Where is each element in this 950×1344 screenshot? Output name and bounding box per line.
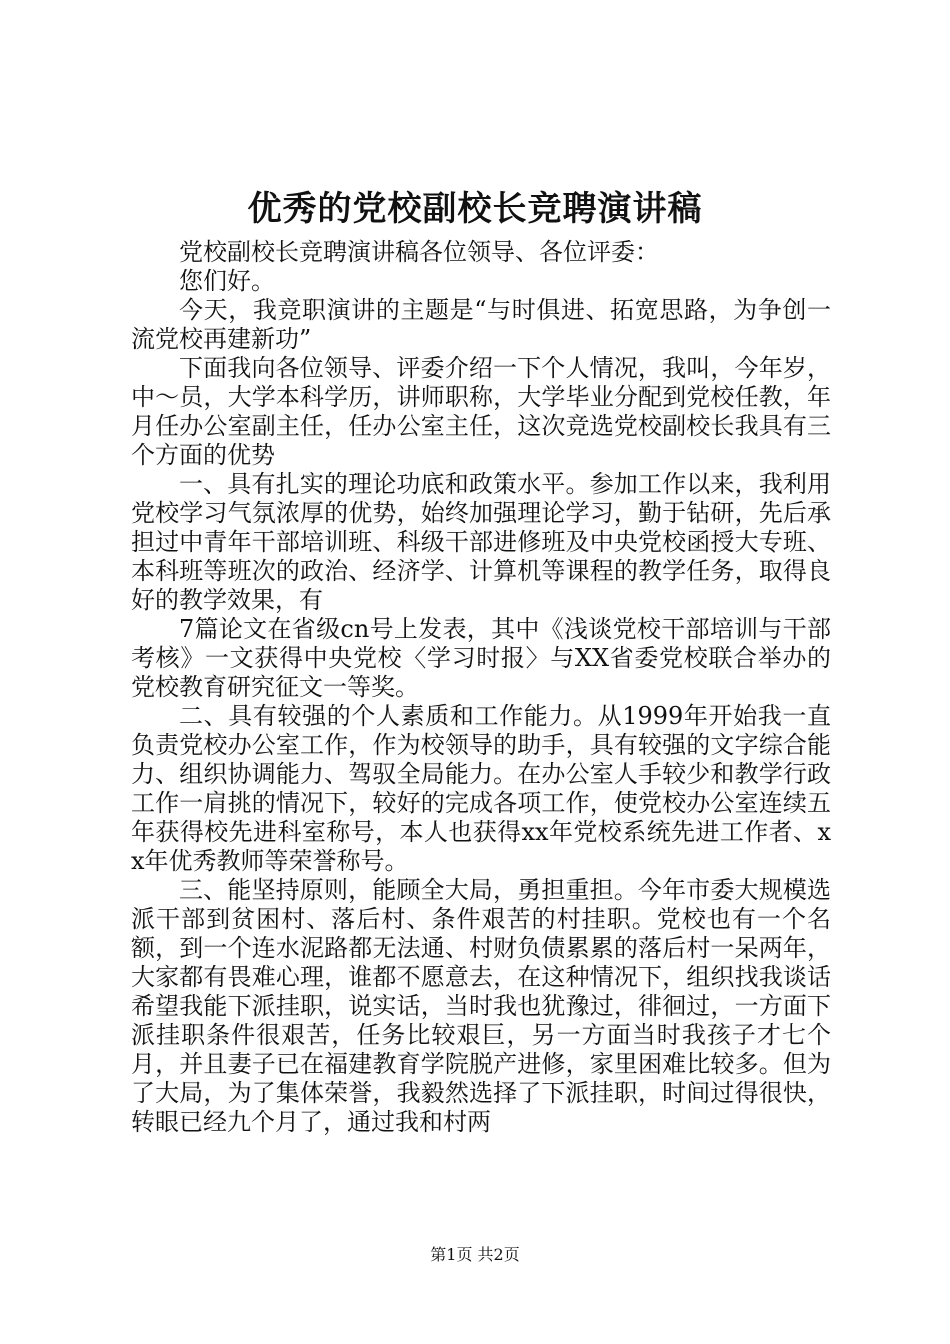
paragraph: 党校副校长竞聘演讲稿各位领导、各位评委：	[179, 238, 659, 266]
paragraph: 二、具有较强的个人素质和工作能力。从1999年开始我一直负责党校办公室工作，作为校领导的助手，具有较强的文字综合能力、组织协调能力、驾驭全局能力。在办公室人手较少和教学行政工作一肩挑的情况下，较好的完成各项工作，使党校办公室连续五年获得校先进科室称号，本人也获得xx年党校系统先进工作者、xx年优秀教师等荣誉称号。	[131, 702, 831, 875]
paragraph: 一、具有扎实的理论功底和政策水平。参加工作以来，我利用党校学习气氛浓厚的优势，始终加强理论学习，勤于钻研，先后承担过中青年干部培训班、科级干部进修班及中央党校函授大专班、本科班等班次的政治、经济学、计算机等课程的教学任务，取得良好的教学效果，有	[131, 470, 831, 614]
document-body	[131, 238, 831, 1137]
paragraph: 今天，我竞职演讲的主题是“与时俱进、拓宽思路，为争创一流党校再建新功”	[131, 296, 831, 353]
paragraph: 下面我向各位领导、评委介绍一下个人情况，我叫，今年岁，中～员，大学本科学历，讲师职称，大学毕业分配到党校任教，年月任办公室副主任，任办公室主任，这次竞选党校副校长我具有三个方面的优势	[131, 354, 831, 469]
page-title: 优秀的党校副校长竞聘演讲稿	[247, 189, 703, 229]
paragraph: 三、能坚持原则，能顾全大局，勇担重担。今年市委大规模选派干部到贫困村、落后村、条件艰苦的村挂职。党校也有一个名额，到一个连水泥路都无法通、村财负债累累的落后村一呆两年，大家都有畏难心理，谁都不愿意去，在这种情况下，组织找我谈话希望我能下派挂职，说实话，当时我也犹豫过，徘徊过，一方面下派挂职条件很艰苦，任务比较艰巨，另一方面当时我孩子才七个月，并且妻子已在福建教育学院脱产进修，家里困难比较多。但为了大局，为了集体荣誉，我毅然选择了下派挂职，时间过得很快，转眼已经九个月了，通过我和村两	[131, 876, 831, 1136]
paragraph: 您们好。	[179, 267, 275, 295]
paragraph: 7篇论文在省级cn号上发表，其中《浅谈党校干部培训与干部考核》一文获得中央党校〈学习时报〉与XX省委党校联合举办的党校教育研究征文一等奖。	[131, 615, 831, 701]
page-footer: 第1页 共2页	[430, 1245, 520, 1264]
